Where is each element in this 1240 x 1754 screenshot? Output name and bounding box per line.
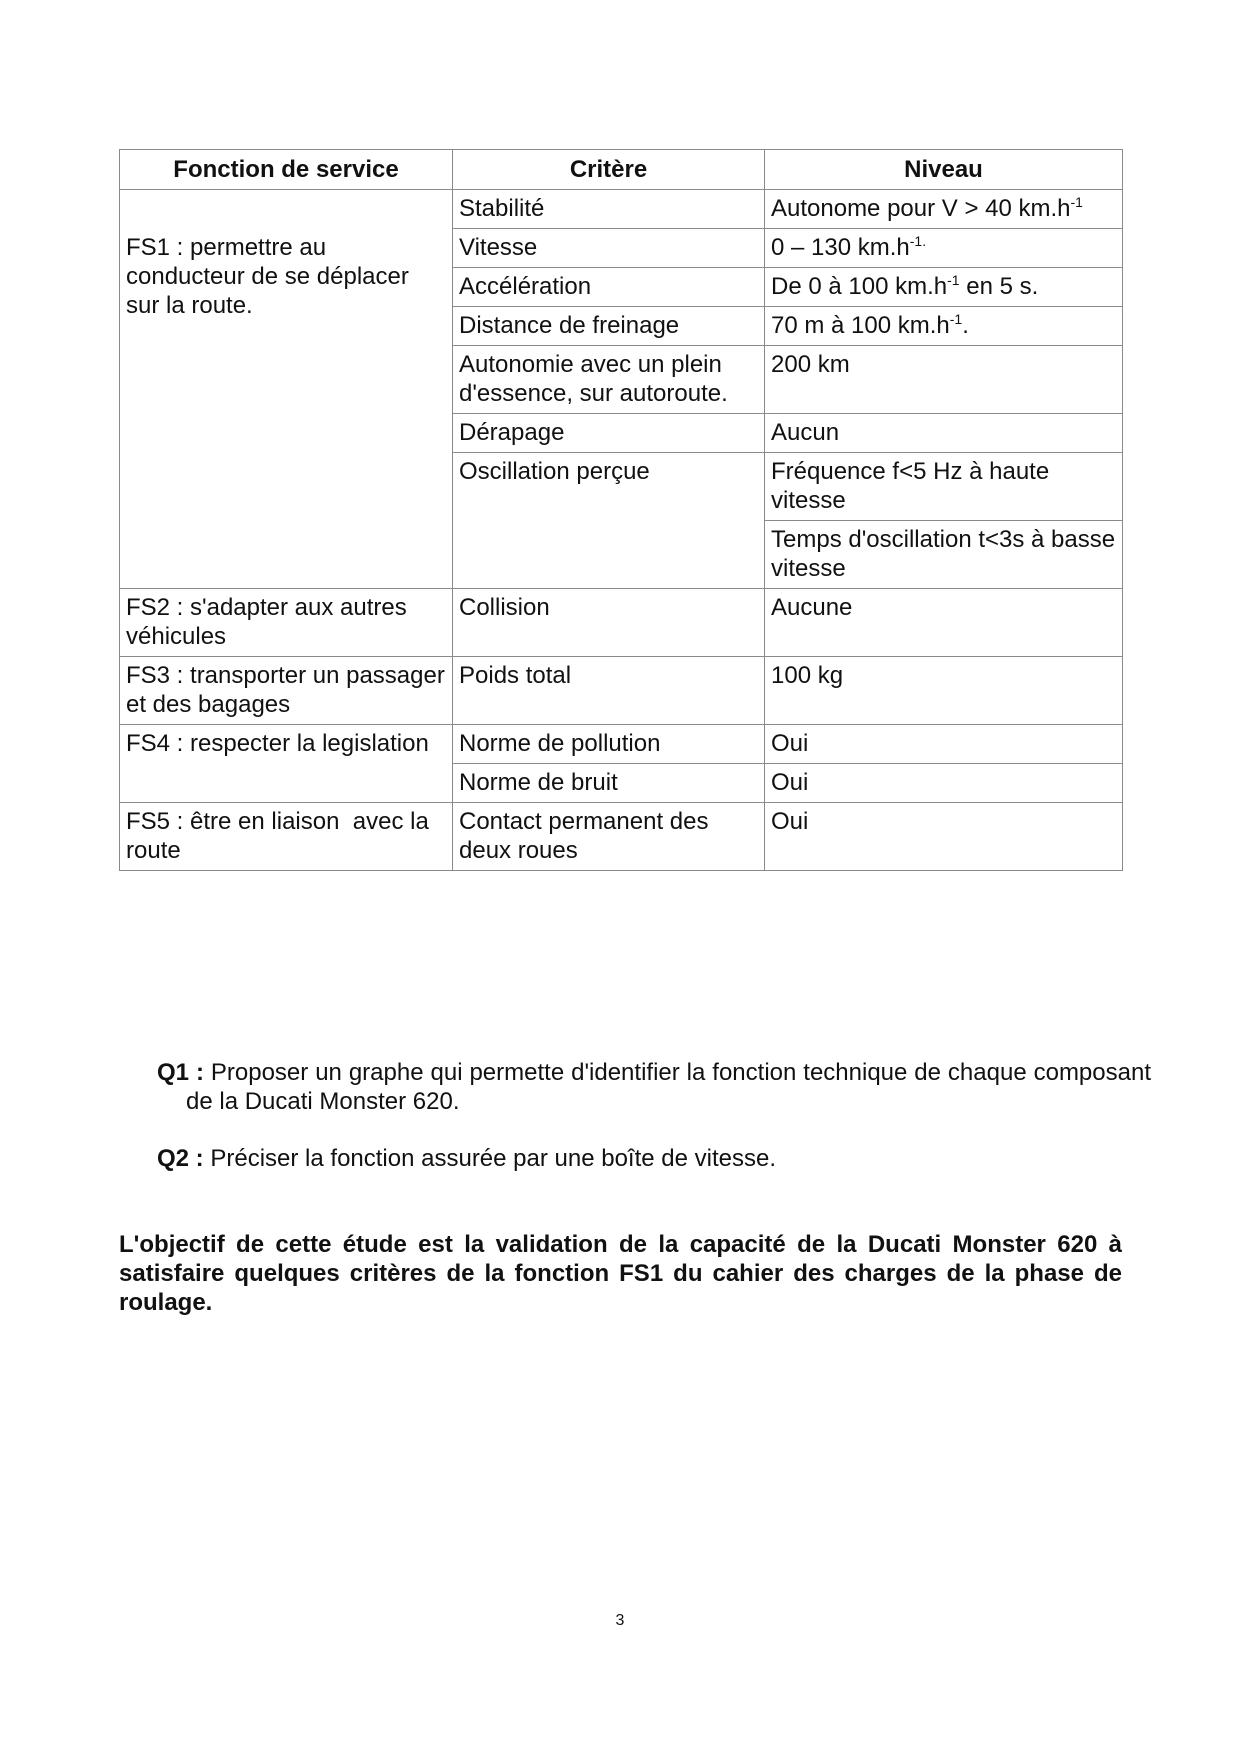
critere-cell: Norme de pollution: [453, 725, 765, 764]
objective-paragraph: L'objectif de cette étude est la validation de la capacité de la Ducati Monster 620 à satisfaire quelques critères de la fonction FS1 du cahier des charges de la phase de roulage.: [119, 1231, 1122, 1316]
niveau-cell: 0 – 130 $km.h^{-1.}$: [765, 229, 1123, 268]
table-row: [120, 589, 1123, 657]
page-number: 3: [615, 1612, 625, 1629]
niveau-cell: Aucun: [765, 414, 1123, 453]
question-text: Préciser la fonction assurée par une boîte de vitesse.: [210, 1145, 777, 1172]
niveau-cell: Temps d'oscillation t<3s à basse vitesse: [765, 521, 1123, 589]
critere-cell: Autonomie avec un plein d'essence, sur autoroute.: [453, 346, 765, 414]
niveau-cell: Aucune: [765, 589, 1123, 657]
critere-cell: Vitesse: [453, 229, 765, 268]
niveau-cell: Oui: [765, 725, 1123, 764]
niveau-cell: De 0 à 100 $km.h^{-1}$ en 5 s.: [765, 268, 1123, 307]
niveau-cell: 100 kg: [765, 657, 1123, 725]
header-fonction: Fonction de service: [120, 150, 453, 190]
table-row: [120, 725, 1123, 764]
header-niveau: Niveau: [765, 150, 1123, 190]
niveau-cell: Fréquence f<5 Hz à haute vitesse: [765, 453, 1123, 521]
fs4-label: FS4 : respecter la legislation: [120, 725, 453, 803]
niveau-cell: Oui: [765, 803, 1123, 871]
critere-cell: Stabilité: [453, 190, 765, 229]
table-row: [120, 190, 1123, 229]
niveau-cell: 200 km: [765, 346, 1123, 414]
critere-cell: Distance de freinage: [453, 307, 765, 346]
header-critere: Critère: [453, 150, 765, 190]
table-row: [120, 657, 1123, 725]
fs1-label: FS1 : permettre au conducteur de se déplacer sur la route.: [120, 190, 453, 589]
critere-cell: Norme de bruit: [453, 764, 765, 803]
critere-cell: Contact permanent des deux roues: [453, 803, 765, 871]
fs5-label: FS5 : être en liaison avec la route: [120, 803, 453, 871]
table-row: [120, 803, 1123, 871]
fs2-label: FS2 : s'adapter aux autres véhicules: [120, 589, 453, 657]
question-text: Proposer un graphe qui permette d'identifier la fonction technique de chaque composant de la Ducati Monster 620.: [186, 1059, 1151, 1115]
critere-cell: Poids total: [453, 657, 765, 725]
critere-cell: Collision: [453, 589, 765, 657]
table-header-row: [120, 150, 1123, 190]
critere-cell: Accélération: [453, 268, 765, 307]
question-2: [157, 1144, 1151, 1173]
niveau-cell: Oui: [765, 764, 1123, 803]
specification-table: [119, 149, 1123, 871]
question-label: Q2 :: [157, 1145, 204, 1172]
critere-cell: Dérapage: [453, 414, 765, 453]
niveau-cell: Autonome pour V > 40 $km.h^{-1}$: [765, 190, 1123, 229]
niveau-cell: 70 m à 100 $km.h^{-1}$.: [765, 307, 1123, 346]
question-1: [157, 1058, 1151, 1116]
critere-cell: Oscillation perçue: [453, 453, 765, 589]
fs3-label: FS3 : transporter un passager et des bagages: [120, 657, 453, 725]
question-label: Q1 :: [157, 1059, 204, 1086]
